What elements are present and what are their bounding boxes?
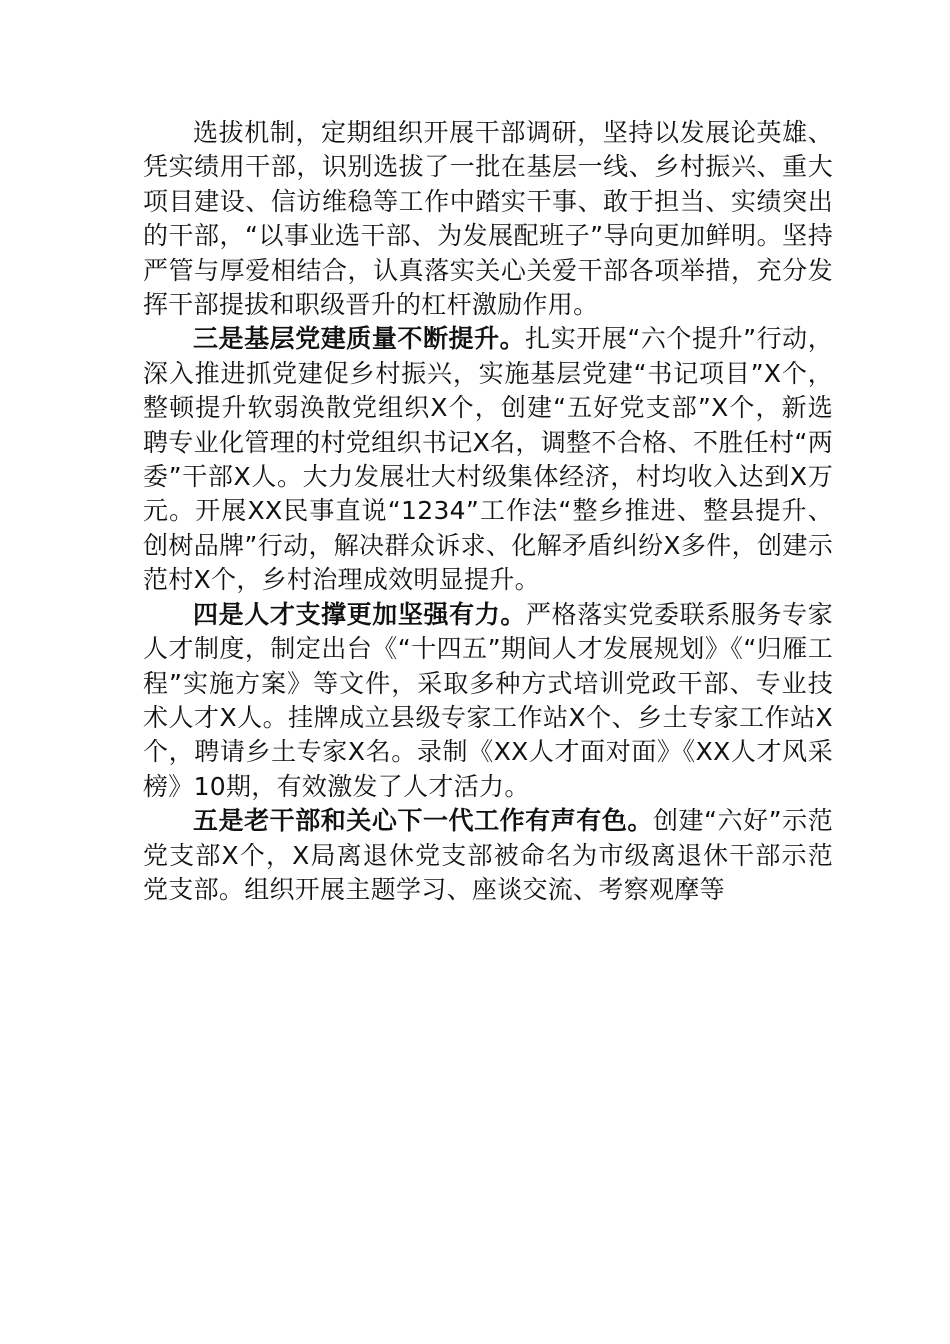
paragraph-heading: 五是老干部和关心下一代工作有声有色。 (193, 806, 653, 836)
paragraph-grassroots-party-building (143, 322, 833, 597)
paragraph-text: 严格落实党委联系服务专家人才制度，制定出台《“十四五”期间人才发展规划》《“归雁工程”实施方案》等文件，采取多种方式培训党政干部、专业技术人才X人。挂牌成立县级专家工作站X个、乡土专家工作站X个，聘请乡土专家X名。录制《XX人才面对面》《XX人才风采榜》10期，有效激发了人才活力。 (143, 599, 834, 801)
paragraph-talent-support (143, 598, 833, 804)
paragraph-text: 选拔机制，定期组织开展干部调研，坚持以发展论英雄、凭实绩用干部，识别选拔了一批在基层一线、乡村振兴、重大项目建设、信访维稳等工作中踏实干事、敢于担当、实绩突出的干部，“以事业选干部、为发展配班子”导向更加鲜明。坚持严管与厚爱相结合，认真落实关心关爱干部各项举措，充分发挥干部提拔和职级晋升的杠杆激励作用。 (143, 118, 833, 320)
document-page (143, 116, 833, 907)
paragraph-cadre-selection (143, 116, 833, 322)
paragraph-heading: 四是人才支撑更加坚强有力。 (193, 599, 526, 629)
paragraph-retired-cadres (143, 804, 833, 907)
paragraph-heading: 三是基层党建质量不断提升。 (193, 324, 526, 354)
paragraph-text: 扎实开展“六个提升”行动，深入推进抓党建促乡村振兴，实施基层党建“书记项目”X个，整顿提升软弱涣散党组织X个，创建“五好党支部”X个，新选聘专业化管理的村党组织书记X名，调整不合格、不胜任村“两委”干部X人。大力发展壮大村级集体经济，村均收入达到X万元。开展XX民事直说“1234”工作法“整乡推进、整县提升、创树品牌”行动，解决群众诉求、化解矛盾纠纷X多件，创建示范村X个，乡村治理成效明显提升。 (143, 324, 833, 595)
paragraph-text: 创建“六好”示范党支部X个，X局离退休党支部被命名为市级离退休干部示范党支部。组织开展主题学习、座谈交流、考察观摩等 (143, 806, 834, 904)
